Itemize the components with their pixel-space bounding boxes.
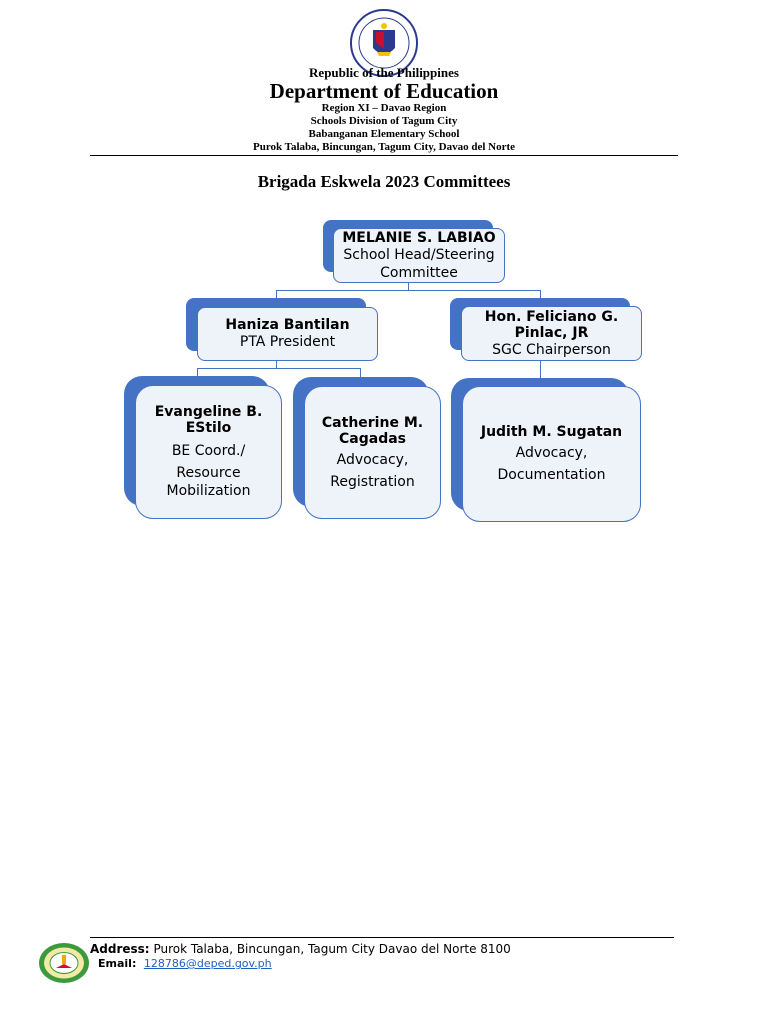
- footer-email: [98, 957, 272, 970]
- pta-name: Haniza Bantilan: [225, 317, 350, 333]
- member-2-name: Catherine M. Cagadas: [321, 414, 424, 447]
- pta-box: [197, 307, 378, 361]
- head-role: School Head/Steering Committee: [343, 246, 495, 281]
- school-line: Babanganan Elementary School: [308, 128, 460, 140]
- sgc-role: SGC Chairperson: [492, 341, 611, 358]
- member-1-role-1: BE Coord./: [171, 443, 246, 459]
- connector-line: [197, 368, 361, 369]
- connector-line: [276, 290, 541, 291]
- member-box-2: [304, 386, 441, 519]
- member-3-name: Judith M. Sugatan: [480, 424, 623, 440]
- header-divider: [90, 155, 678, 156]
- member-3-role-2: Documentation: [497, 467, 606, 483]
- member-box-3: [462, 386, 641, 522]
- head-box: [333, 228, 505, 283]
- member-3-role-1: Advocacy,: [515, 445, 588, 461]
- republic-line: Republic of the Philippines: [309, 65, 459, 80]
- sgc-name: Hon. Feliciano G. Pinlac, JR: [484, 308, 619, 341]
- address-value: Purok Talaba, Bincungan, Tagum City Davao del Norte 8100: [153, 942, 511, 956]
- page-title: Brigada Eskwela 2023 Committees: [257, 172, 511, 191]
- member-2-role-1: Advocacy,: [336, 451, 409, 468]
- member-box-1: [135, 385, 282, 519]
- member-2-role-2: Registration: [330, 473, 415, 490]
- member-1-name: Evangeline B. EStilo: [154, 404, 263, 436]
- department-name: Department of Education: [269, 79, 499, 103]
- connector-line: [276, 360, 277, 368]
- region-line: Region XI – Davao Region: [321, 102, 447, 114]
- footer-address: [90, 942, 511, 956]
- email-link[interactable]: 128786@deped.gov.ph: [143, 957, 272, 970]
- head-name: MELANIE S. LABIAO: [342, 229, 496, 246]
- member-1-role-2: Resource Mobilization: [166, 465, 251, 499]
- address-label: Address:: [90, 942, 150, 956]
- email-label: Email:: [98, 957, 137, 970]
- footer-divider: [90, 937, 674, 938]
- connector-line: [540, 360, 541, 378]
- division-line: Schools Division of Tagum City: [310, 115, 458, 127]
- school-address-line: Purok Talaba, Bincungan, Tagum City, Davao del Norte: [252, 141, 516, 153]
- school-logo-icon: [38, 942, 90, 984]
- sgc-box: [461, 306, 642, 361]
- pta-role: PTA President: [239, 334, 336, 350]
